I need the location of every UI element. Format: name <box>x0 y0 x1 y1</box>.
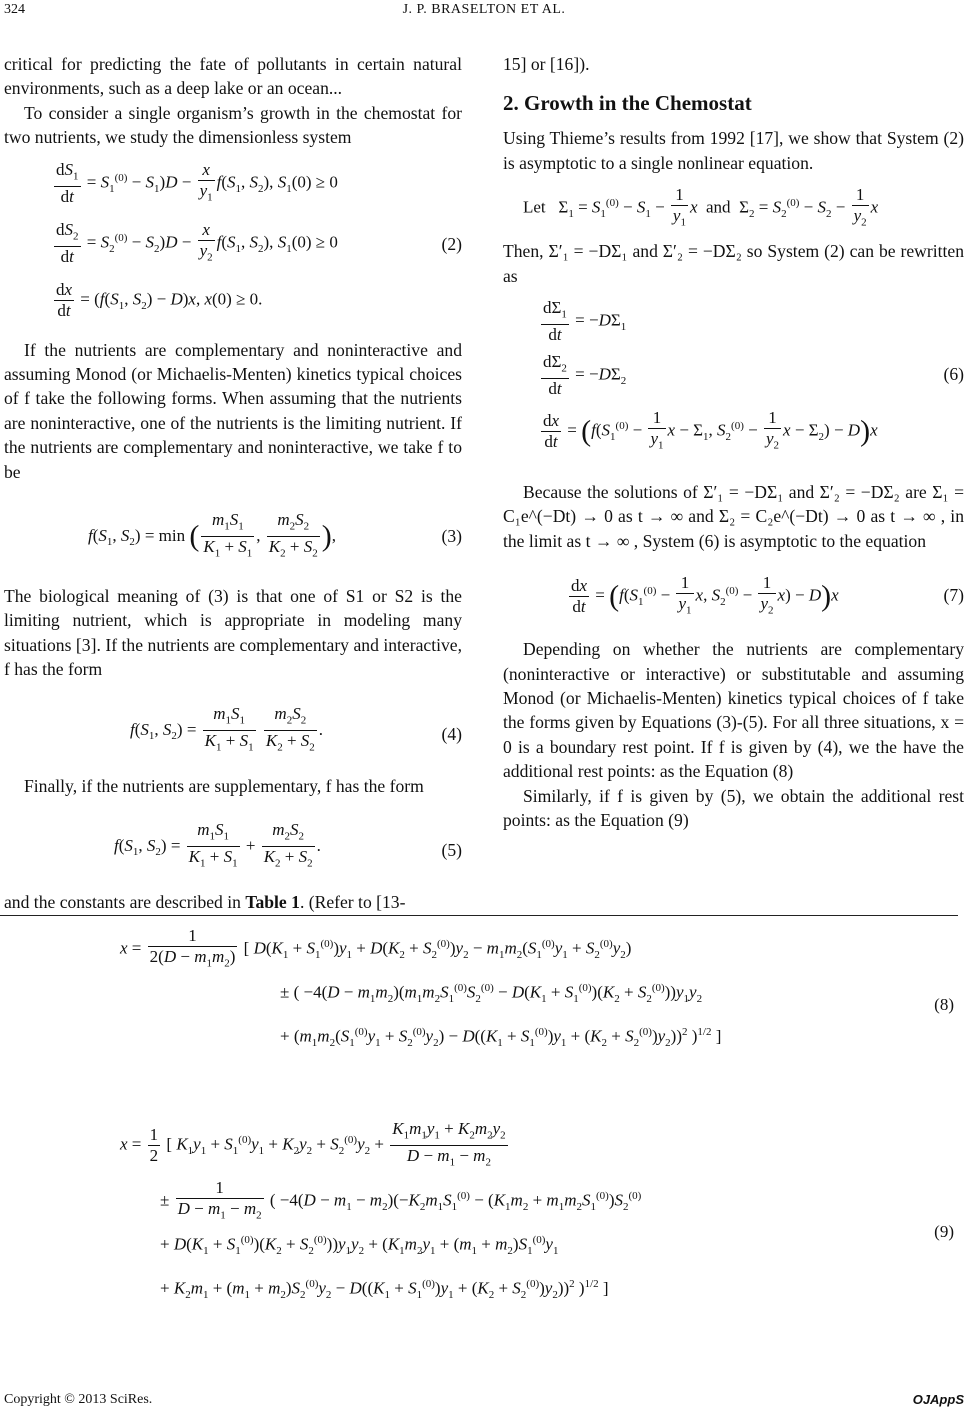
paragraph: Because the solutions of Σ′₁ = −DΣ₁ and Σ′₂ = −DΣ₂ are Σ₁ = C₁e^(−Dt) → 0 as t → ∞ and Σ₂ = C₂e^(−Dt) → 0 as t → ∞ , in the limit as t → ∞ , System (6) is asymptotic to the equation <box>503 482 964 551</box>
equation-7: $\frac{dx}{dt}$ = ($f(S_1^{(0)}$ − $\frac{1}{y_1}$ x, $S_2^{(0)}$ − $\frac{1}{y_2}$ x) − D)x (7) <box>571 573 964 617</box>
paragraph: Depending on whether the nutrients are complementary (noninteractive or interactive) or substitutable and assuming Monod (or Michaelis-Menten) kinetics typical choices of f take the forms given by Equations (3)-(5). For all three situations, x = 0 is a boundary rest point. If f is given by (4), we the have the additional rest points: as the Equation (8) <box>503 639 964 782</box>
equation-2: $\frac{dS_1}{dt}$ = $S_1^{(0)} - S_1)D$ − $\frac{x}{y_1}$ $f(S_1$, $S_2$), $S_1(0) \ge 0$ $\frac{dS_2}{dt}$ = $S_2^{(0)} - S_2)D$ − $\frac{x}{y_2}$ $f(S_1$, $S_2$), $S_1(0) \ge 0$ (2) $\frac{dx}{dt}$ = ($f(S_1$, $S_2) - D)x$, x(0) ≥ 0. <box>56 159 462 320</box>
journal-name: OJAppS <box>912 1392 964 1407</box>
table-reference[interactable]: Table 1 <box>245 892 300 913</box>
paragraph: critical for predicting the fate of pollutants in certain natural environments, such as a deep lake or an ocean... <box>4 54 462 99</box>
section-heading: 2. Growth in the Chemostat <box>503 91 752 116</box>
equation-number: (7) <box>943 585 964 606</box>
paragraph: 15] or [16]). <box>503 54 590 74</box>
equation-number: (3) <box>441 526 462 547</box>
right-column <box>503 52 964 833</box>
paragraph: If the nutrients are complementary and noninteractive and assuming Monod (or Michaelis-Menten) kinetics typical choices of f take the following forms. When assuming that the nutrients are noninteractive, one of the nutrients is the limiting nutrient. If the nutrients are complementary and noninteractive, we take f to be <box>4 339 462 482</box>
running-title: J. P. BRASELTON ET AL. <box>402 2 566 17</box>
equation-number: (4) <box>441 723 462 744</box>
paragraph: and the constants are described in Table 1. (Refer to [13- <box>4 892 406 913</box>
equation-3: $f(S_1$, $S_2) = \min$ ( $\frac{m_1S_1}{K_1 + S_1}$ , $\frac{m_2S_2}{K_2 + S_2}$ ), (3) <box>88 510 462 560</box>
paragraph: The biological meaning of (3) is that one of S1 or S2 is the limiting nutrient, which is appropriate in modeling many situations [3]. If the nutrients are complementary and interactive, f has the form <box>4 586 462 680</box>
page-number: 324 <box>4 2 25 17</box>
paragraph: Then, Σ′₁ = −DΣ₁ and Σ′₂ = −DΣ₂ so System (2) can be rewritten as <box>503 241 964 286</box>
equation-number: (6) <box>943 364 964 385</box>
page-header <box>0 2 968 24</box>
equation-number: (2) <box>441 233 462 254</box>
paragraph: Using Thieme’s results from 1992 [17], we show that System (2) is asymptotic to a single nonlinear equation. <box>503 128 964 173</box>
equation-number: (5) <box>441 840 462 861</box>
sigma-definitions: Let $\Sigma_1 = S_1^{(0)} - S_1$ − $\frac{1}{y_1}$ x and $\Sigma_2 = S_2^{(0)} - S_2$ − $\frac{1}{y_2}$ x <box>523 185 879 229</box>
equation-5: $f(S_1$, $S_2$) = $\frac{m_1S_1}{K_1 + S_1}$ + $\frac{m_2S_2}{K_2 + S_2}$ . (5) <box>114 820 462 870</box>
left-column <box>4 52 462 915</box>
equation-number: (8) <box>934 995 954 1014</box>
paragraph: Finally, if the nutrients are supplementary, f has the form <box>24 775 424 796</box>
equation-9: x = $\frac{1}{2}$ [ $K_1y_1 + S_1^{(0)}y_1 + K_2y_2 + S_2^{(0)}y_2$ + $\frac{K_1m_1y_1 + K_2m_2y_2}{D - m_1 - m_2}$ ± $\frac{1}{D - m_1 - m_2}$ ( $-4(D - m_1 - m_2)(-K_2m_1S_1^{(0)} - (K_1m_2 + m_1m_2S_1^{(0)})S_2^{(0)}$ + $D(K_1 + S_1^{(0)})(K_2 + S_2^{(0)}))y_1y_2 + (K_1m_2y_1 + (m_1 + m_2)S_1^{(0)}y_1$ + $K_2m_1 + (m_1 + m_2)S_2^{(0)}y_2 - D((K_1 + S_1^{(0)})y_1 + (K_2 + S_2^{(0)})y_2))^2$ )$^{1/2}$ ] <box>120 1118 642 1302</box>
paragraph: Similarly, if f is given by (5), we obtain the additional rest points: as the Equation (9) <box>503 785 964 831</box>
equation-6: $\frac{d\Sigma_1}{dt}$ = $-D\Sigma_1$ $\frac{d\Sigma_2}{dt}$ = $-D\Sigma_2$ (6) $\frac{dx}{dt}$ = ($f(S_1^{(0)}$ − $\frac{1}{y_1}$ $x - \Sigma_1$, $S_2^{(0)}$ − $\frac{1}{y_2}$ $x - \Sigma_2) - D)x$ <box>543 298 964 452</box>
equation-8: x = $\frac{1}{2(D - m_1m_2)}$ [ $D(K_1 + S_1^{(0)})y_1 + D(K_2 + S_2^{(0)})y_2 - m_1m_2(S_1^{(0)}y_1 + S_2^{(0)}y_2)$ ± ( $-4(D - m_1m_2)(m_1m_2S_1^{(0)}S_2^{(0)} - D(K_1 + S_1^{(0)})(K_2 + S_2^{(0)}))y_1y_2$ + $(m_1m_2(S_1^{(0)}y_1 + S_2^{(0)}y_2) - D((K_1 + S_1^{(0)})y_1 + (K_2 + S_2^{(0)})y_2))^2$ )$^{1/2}$ ] <box>120 926 722 1050</box>
column-divider-rule <box>0 915 958 916</box>
equation-4: $f(S_1$, $S_2$) = $\frac{m_1S_1}{K_1 + S_1}$ $\frac{m_2S_2}{K_2 + S_2}$ . (4) <box>130 703 462 754</box>
equation-number: (9) <box>934 1222 954 1241</box>
copyright: Copyright © 2013 SciRes. <box>4 1392 153 1407</box>
paragraph: To consider a single organism’s growth in the chemostat for two nutrients, we study the dimensionless system <box>4 102 462 148</box>
